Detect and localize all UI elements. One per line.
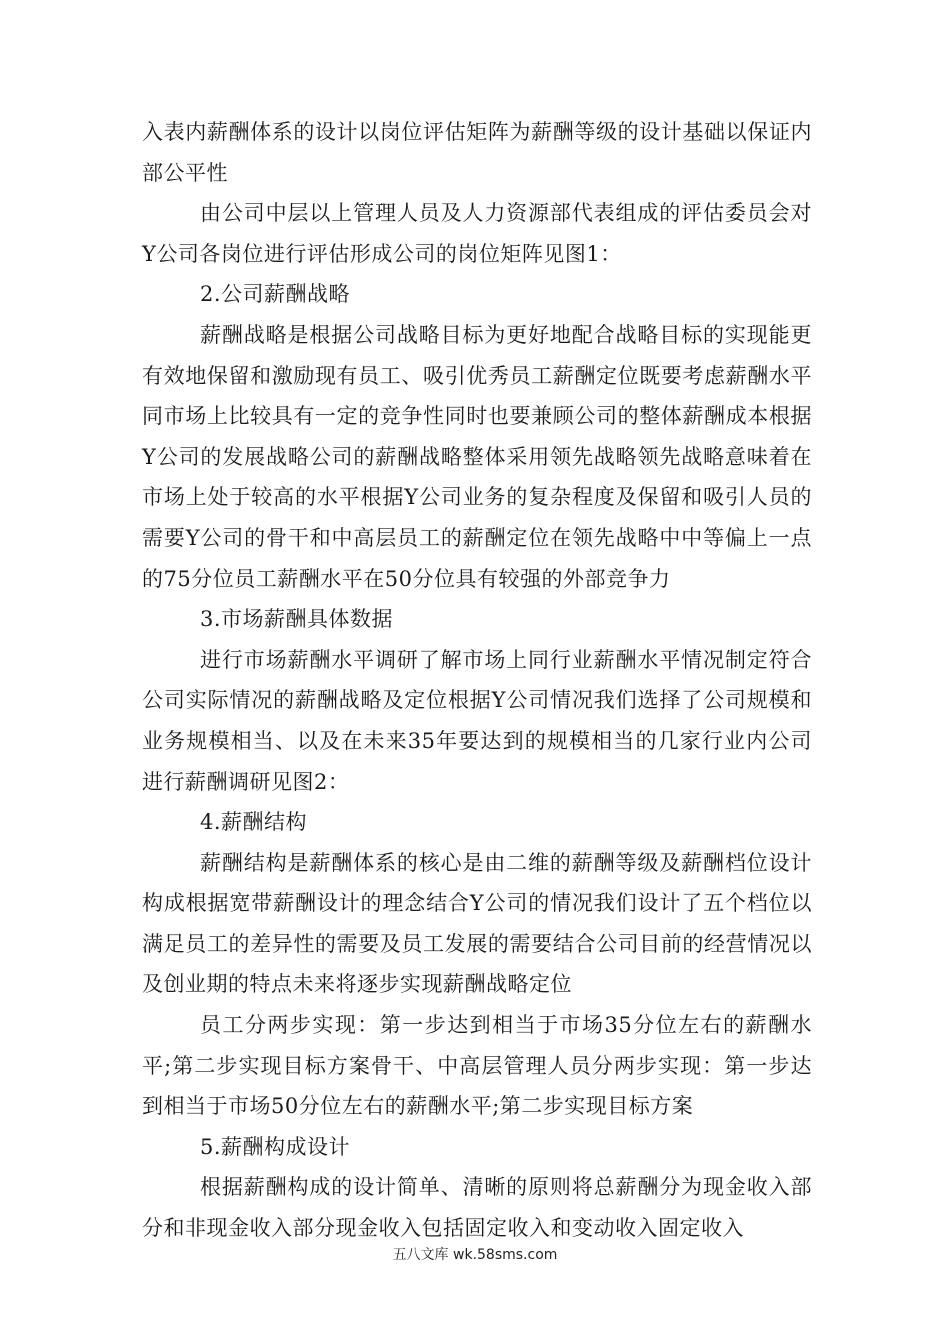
section-heading-market-data: 3.市场薪酬具体数据 [200,607,394,632]
paragraph-continuation: 入表内薪酬体系的设计以岗位评估矩阵为薪酬等级的设计基础以保证内部公平性 [142,120,812,185]
paragraph-two-step-implementation: 员工分两步实现：第一步达到相当于市场35分位左右的薪酬水平;第二步实现目标方案骨干、中高层管理人员分两步实现：第一步达到相当于市场50分位左右的薪酬水平;第二步实现目标方案 [142,1013,812,1119]
footer-watermark: 五八文库 wk.58sms.com [392,1247,558,1263]
paragraph-salary-strategy: 薪酬战略是根据公司战略目标为更好地配合战略目标的实现能更有效地保留和激励现有员工、吸引优秀员工薪酬定位既要考虑薪酬水平同市场上比较具有一定的竞争性同时也要兼顾公司的整体薪酬成本根据Y公司的发展战略公司的薪酬战略整体采用领先战略领先战略意味着在市场上处于较高的水平根据Y公司业务的复杂程度及保留和吸引人员的需要Y公司的骨干和中高层员工的薪酬定位在领先战略中中等偏上一点的75分位员工薪酬水平在50分位具有较强的外部竞争力 [142,322,812,591]
paragraph-salary-composition: 根据薪酬构成的设计简单、清晰的原则将总薪酬分为现金收入部分和非现金收入部分现金收入包括固定收入和变动收入固定收入 [142,1175,812,1241]
section-heading-salary-strategy: 2.公司薪酬战略 [200,282,351,307]
paragraph-salary-structure: 薪酬结构是薪酬体系的核心是由二维的薪酬等级及薪酬档位设计构成根据宽带薪酬设计的理念结合Y公司的情况我们设计了五个档位以满足员工的差异性的需要及员工发展的需要结合公司目前的经营情况以及创业期的特点未来将逐步实现薪酬战略定位 [142,850,812,997]
section-heading-salary-composition: 5.薪酬构成设计 [200,1134,351,1159]
paragraph-market-data: 进行市场薪酬水平调研了解市场上同行业薪酬水平情况制定符合公司实际情况的薪酬战略及定位根据Y公司情况我们选择了公司规模和业务规模相当、以及在未来35年要达到的规模相当的几家行业内公司进行薪酬调研见图2： [142,647,812,794]
section-heading-salary-structure: 4.薪酬结构 [200,810,308,835]
document-body [142,112,812,1249]
paragraph-evaluation-committee: 由公司中层以上管理人员及人力资源部代表组成的评估委员会对Y公司各岗位进行评估形成公司的岗位矩阵见图1： [142,201,812,266]
